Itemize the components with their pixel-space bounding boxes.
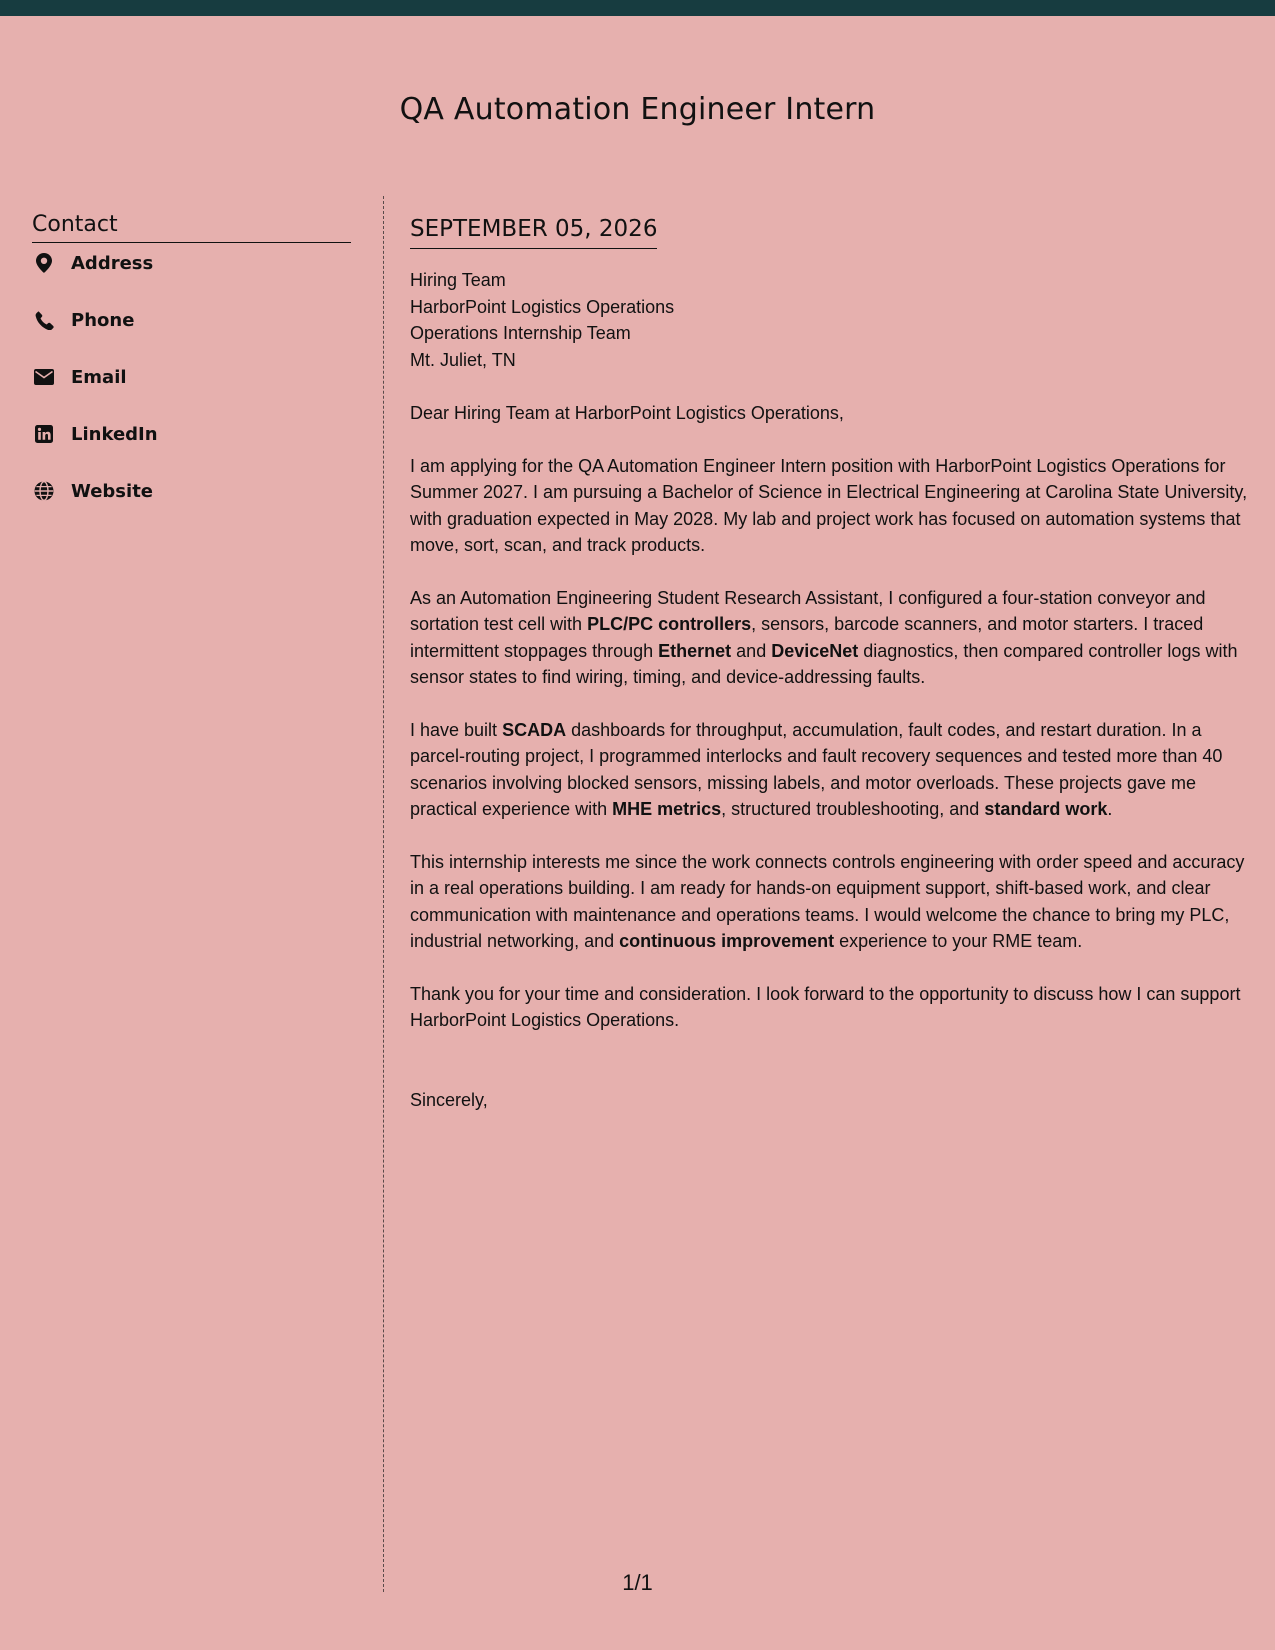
keyword: standard work <box>984 799 1108 819</box>
keyword: continuous improvement <box>619 931 835 951</box>
column-divider <box>383 196 384 1592</box>
keyword: PLC/PC controllers <box>587 614 752 634</box>
letter-body <box>410 212 1248 1113</box>
contact-sidebar <box>32 210 351 536</box>
paragraph-thanks: Thank you for your time and consideration. I look forward to the opportunity to discuss how I can support HarborPoint Logistics Operations. <box>410 983 1241 1030</box>
contact-item-website[interactable] <box>32 479 351 503</box>
paragraph-intro: I am applying for the QA Automation Engineer Intern position with HarborPoint Logistics Operations for Summer 2027. I am pursuing a Bachelor of Science in Electrical Engineering at Carolina State University, with graduation expected in May 2028. My lab and project work has focused on automation systems that move, sort, scan, and track products. <box>410 455 1248 555</box>
linkedin-icon <box>33 423 55 445</box>
contact-label-email: Email <box>71 366 127 388</box>
paragraph-projects: I have built SCADA dashboards for throughput, accumulation, fault codes, and restart duration. In a parcel-routing project, I programmed interlocks and fault recovery sequences and tested more than 40 scenarios involving blocked sensors, missing labels, and motor overloads. These projects gave me practical experience with MHE metrics, structured troubleshooting, and standard work. <box>410 719 1223 819</box>
page-number: 1/1 <box>622 1570 653 1595</box>
salutation: Dear Hiring Team at HarborPoint Logistics Operations, <box>410 403 844 423</box>
recipient-line: Operations Internship Team <box>410 323 631 343</box>
keyword: MHE metrics <box>612 799 722 819</box>
paragraph-motivation: This internship interests me since the work connects controls engineering with order speed and accuracy in a real operations building. I am ready for hands-on equipment support, shift-based work, and clear communication with maintenance and operations teams. I would welcome the chance to bring my PLC, industrial networking, and continuous improvement experience to your RME team. <box>410 851 1245 951</box>
keyword: SCADA <box>502 719 567 740</box>
recipient-line: Mt. Juliet, TN <box>410 349 516 370</box>
letter-date: SEPTEMBER 05, 2026 <box>410 212 657 249</box>
contact-label-phone: Phone <box>71 309 135 331</box>
page-title: QA Automation Engineer Intern <box>399 92 876 127</box>
recipient-line: Hiring Team <box>410 270 506 290</box>
contact-label-website: Website <box>71 480 154 502</box>
recipient-block <box>410 267 1248 373</box>
contact-item-linkedin[interactable] <box>32 422 351 446</box>
globe-icon <box>33 480 55 502</box>
map-pin-icon <box>33 252 55 274</box>
envelope-icon <box>33 366 55 388</box>
recipient-line: HarborPoint Logistics Operations <box>410 296 675 317</box>
contact-label-address: Address <box>71 252 154 274</box>
contact-item-email[interactable] <box>32 365 351 389</box>
contact-label-linkedin: LinkedIn <box>71 423 158 445</box>
phone-icon <box>33 309 55 331</box>
closing: Sincerely, <box>410 1089 488 1110</box>
contact-item-address[interactable] <box>32 251 351 275</box>
top-accent-bar <box>0 0 1275 16</box>
keyword: Ethernet <box>658 640 732 661</box>
paragraph-experience: As an Automation Engineering Student Research Assistant, I configured a four-station conveyor and sortation test cell with PLC/PC controllers, sensors, barcode scanners, and motor starters. I traced intermittent stoppages through Ethernet and DeviceNet diagnostics, then compared controller logs with sensor states to find wiring, timing, and device-addressing faults. <box>410 587 1238 687</box>
contact-heading: Contact <box>32 210 351 243</box>
keyword: DeviceNet <box>771 640 859 661</box>
contact-item-phone[interactable] <box>32 308 351 332</box>
